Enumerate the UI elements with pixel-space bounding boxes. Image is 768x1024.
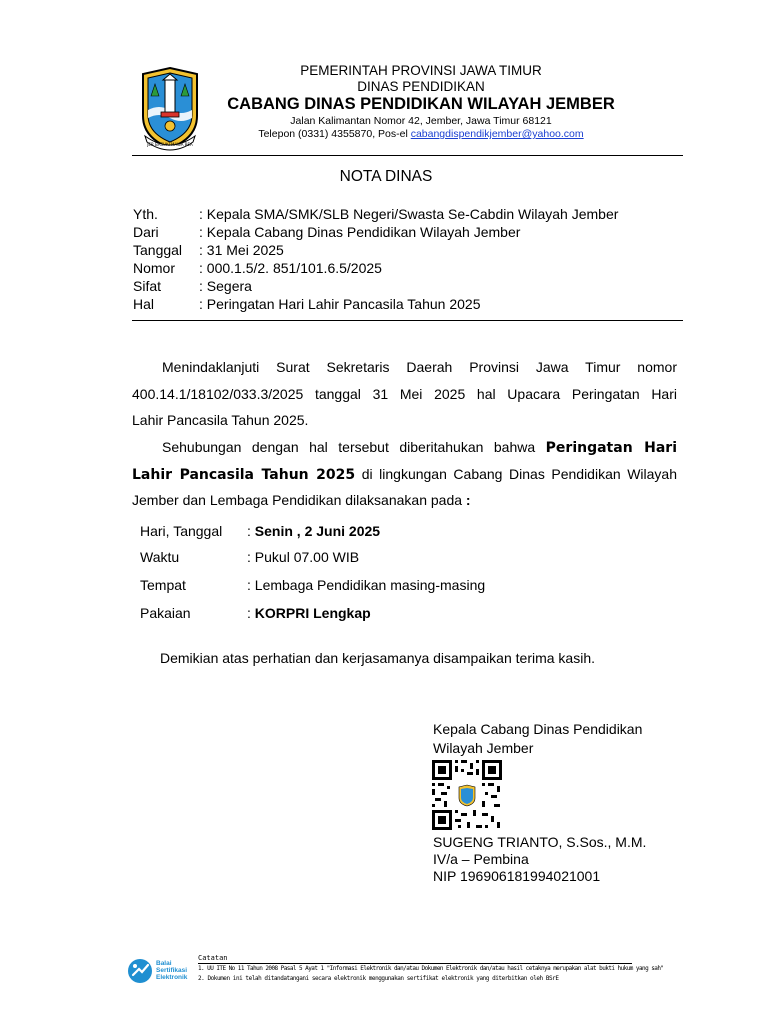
signature-title-line1: Kepala Cabang Dinas Pendidikan <box>433 721 643 737</box>
paragraph-line <box>132 381 677 408</box>
qr-code <box>432 760 502 830</box>
meta-row-date <box>133 242 284 258</box>
meta-value: : 31 Mei 2025 <box>199 242 284 258</box>
header-phone: Telepon (0331) 4355870, Pos-el <box>258 128 411 140</box>
bsre-logo-icon <box>127 958 153 984</box>
meta-row-from <box>133 224 520 240</box>
detail-value: Lembaga Pendidikan masing-masing <box>254 577 486 593</box>
detail-key: Tempat <box>140 577 186 593</box>
paragraph-text: Jember dan Lembaga Pendidikan dilaksanakan pada <box>132 492 466 508</box>
header-contact <box>116 128 726 140</box>
meta-value: : Segera <box>199 278 252 294</box>
bsre-logo-line: Elektronik <box>156 974 188 982</box>
footer-note-2: 2. Dokumen ini telah ditandatangani secara elektronik menggunakan sertifikat elektronik yang diterbitkan oleh BSrE <box>198 975 559 982</box>
footer-note-label: Catatan <box>198 954 228 962</box>
paragraph-text: Menindaklanjuti Surat Sekretaris Daerah Provinsi Jawa Timur nomor <box>162 359 677 375</box>
meta-divider <box>132 320 683 321</box>
meta-row-subject <box>133 296 480 312</box>
header-email-link[interactable]: cabangdispendikjember@yahoo.com <box>410 128 584 140</box>
paragraph-text: Sehubungan dengan hal tersebut diberitahukan bahwa <box>162 439 546 455</box>
bsre-logo-text <box>156 960 187 982</box>
header-agency: DINAS PENDIDIKAN <box>357 79 485 94</box>
bsre-logo-line: Sertifikasi <box>156 967 188 975</box>
paragraph-line <box>132 487 677 514</box>
meta-value: : 000.1.5/2. 851/101.6.5/2025 <box>199 260 382 276</box>
signature-title-line2: Wilayah Jember <box>433 740 534 756</box>
detail-row-time <box>140 549 359 565</box>
detail-row-place <box>140 577 485 593</box>
bsre-logo-line: Balai <box>156 960 172 967</box>
meta-row-number <box>133 260 382 276</box>
footer-divider <box>198 963 632 964</box>
meta-row-nature <box>133 278 252 294</box>
paragraph-bold-text: : <box>465 492 471 508</box>
meta-key: Yth. <box>133 206 158 222</box>
detail-sep: : <box>247 523 255 539</box>
document-title: NOTA DINAS <box>339 168 433 185</box>
meta-key: Dari <box>133 224 159 240</box>
body-paragraph-1 <box>132 354 677 434</box>
footer-note-1: 1. UU ITE No 11 Tahun 2008 Pasal 5 Ayat 1 "Informasi Elektronik dan/atau Dokumen Elektronik dan/atau hasil cetaknya merupakan alat bukti hukum yang sah" <box>198 965 664 972</box>
meta-key: Sifat <box>133 278 162 294</box>
body-paragraph-2 <box>132 434 677 514</box>
signatory-nip: NIP 196906181994021001 <box>433 868 601 884</box>
signatory-name: SUGENG TRIANTO, S.Sos., M.M. <box>433 834 647 850</box>
detail-value: Pukul 07.00 WIB <box>254 549 360 565</box>
detail-key: Pakaian <box>140 605 191 621</box>
detail-key: Waktu <box>140 549 180 565</box>
paragraph-bold-text: Peringatan Hari <box>545 440 677 456</box>
paragraph-line <box>132 407 677 434</box>
meta-value: : Peringatan Hari Lahir Pancasila Tahun 2025 <box>199 296 481 312</box>
meta-key: Hal <box>133 296 155 312</box>
detail-sep: : <box>247 605 255 621</box>
header-government: PEMERINTAH PROVINSI JAWA TIMUR <box>300 63 542 78</box>
meta-value: : Kepala SMA/SMK/SLB Negeri/Swasta Se-Cabdin Wilayah Jember <box>199 206 619 222</box>
paragraph-line <box>132 434 677 461</box>
emblem-motto: JER BASUKI MAWA BEA <box>147 142 193 147</box>
detail-sep: : <box>247 577 255 593</box>
paragraph-text: di lingkungan Cabang Dinas Pendidikan Wilayah <box>355 465 677 482</box>
paragraph-bold-text: Lahir Pancasila Tahun 2025 <box>132 466 356 483</box>
paragraph-line <box>132 461 677 488</box>
paragraph-text: Lahir Pancasila Tahun 2025. <box>132 412 309 428</box>
header-branch: CABANG DINAS PENDIDIKAN WILAYAH JEMBER <box>227 95 615 113</box>
header-divider <box>132 155 683 156</box>
closing-text: Demikian atas perhatian dan kerjasamanya disampaikan terima kasih. <box>160 650 595 666</box>
paragraph-text: 400.14.1/18102/033.3/2025 tanggal 31 Mei 2025 hal Upacara Peringatan Hari <box>132 385 677 402</box>
meta-key: Nomor <box>133 260 176 276</box>
paragraph-line <box>132 354 677 381</box>
meta-value: : Kepala Cabang Dinas Pendidikan Wilayah Jember <box>199 224 521 240</box>
detail-value: KORPRI Lengkap <box>254 605 371 621</box>
header-address: Jalan Kalimantan Nomor 42, Jember, Jawa Timur 68121 <box>290 115 552 127</box>
detail-sep: : <box>247 549 255 565</box>
detail-value: Senin , 2 Juni 2025 <box>254 523 381 539</box>
detail-row-date <box>140 523 380 539</box>
meta-row-recipient <box>133 206 618 222</box>
signatory-rank: IV/a – Pembina <box>433 851 529 867</box>
detail-row-attire <box>140 605 371 621</box>
detail-key: Hari, Tanggal <box>140 523 223 539</box>
meta-key: Tanggal <box>133 242 183 258</box>
